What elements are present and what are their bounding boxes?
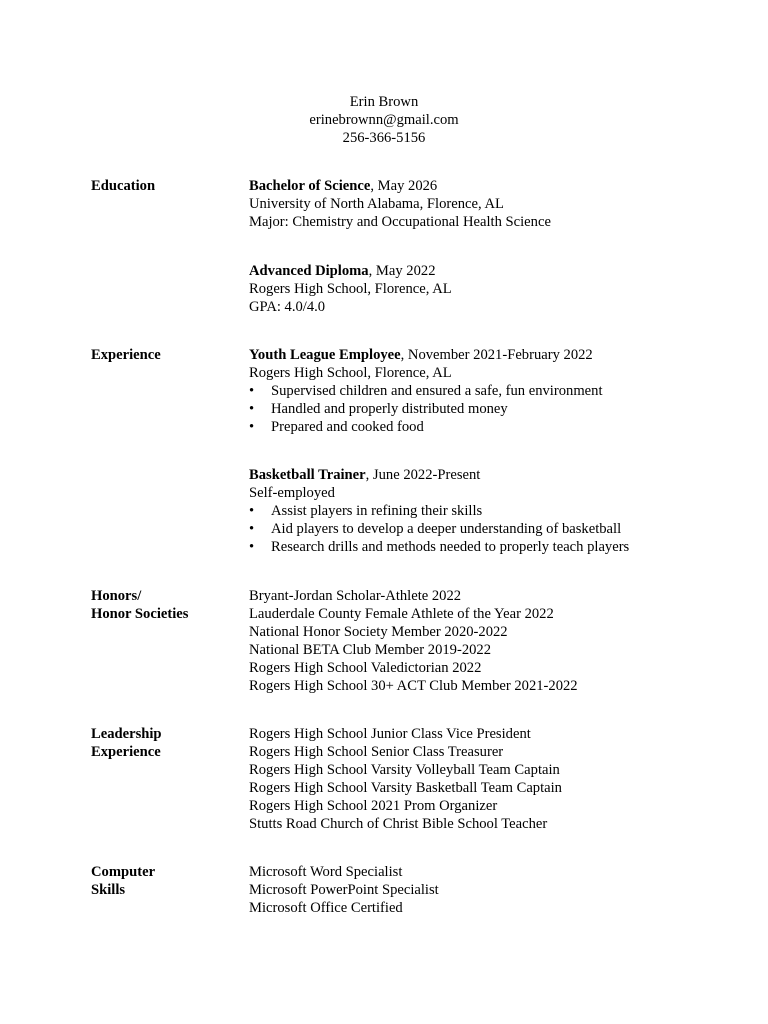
candidate-phone: 256-366-5156 [342, 130, 426, 146]
resume-header [0, 93, 768, 147]
list-item: National BETA Club Member 2019-2022 [249, 642, 492, 658]
experience-heading: Experience [91, 347, 161, 363]
list-item: • Aid players to develop a deeper understanding of basketball [249, 521, 622, 537]
degree-title: Advanced Diploma [249, 263, 369, 279]
job-title-line [249, 346, 729, 364]
computer-skills-list [249, 863, 729, 917]
list-item: Rogers High School Senior Class Treasurer [249, 744, 504, 760]
list-item: • Supervised children and ensured a safe, fun environment [249, 383, 603, 399]
list-item: Rogers High School Junior Class Vice President [249, 726, 531, 742]
leadership-list [249, 725, 729, 833]
bullet-icon: • [249, 419, 255, 435]
job-date: , November 2021-February 2022 [400, 347, 593, 363]
experience-entry-1 [249, 346, 729, 436]
list-item: • Assist players in refining their skills [249, 503, 483, 519]
list-item: Rogers High School Valedictorian 2022 [249, 660, 482, 676]
list-item: Microsoft Word Specialist [249, 864, 403, 880]
list-item: Microsoft PowerPoint Specialist [249, 882, 439, 898]
bullet-icon: • [249, 383, 255, 399]
degree-date: , May 2022 [368, 263, 436, 279]
list-item: • Prepared and cooked food [249, 419, 424, 435]
job-title-line [249, 466, 729, 484]
honors-list [249, 587, 729, 695]
list-item: • Research drills and methods needed to properly teach players [249, 539, 630, 555]
degree-line [249, 262, 729, 280]
list-item: Stutts Road Church of Christ Bible School Teacher [249, 816, 548, 832]
job-duties-list [249, 502, 729, 556]
bullet-icon: • [249, 503, 255, 519]
degree-line [249, 177, 729, 195]
bullet-icon: • [249, 521, 255, 537]
honors-heading: Honors/ Honor Societies [91, 588, 189, 622]
list-item: Rogers High School Varsity Volleyball Team Captain [249, 762, 560, 778]
major-line: Major: Chemistry and Occupational Health Science [249, 214, 551, 230]
experience-entry-2 [249, 466, 729, 556]
candidate-email: erinebrownn@gmail.com [309, 112, 459, 128]
school-line: Rogers High School, Florence, AL [249, 281, 452, 297]
bullet-icon: • [249, 539, 255, 555]
gpa-line: GPA: 4.0/4.0 [249, 299, 326, 315]
school-line: University of North Alabama, Florence, AL [249, 196, 504, 212]
list-item: • Handled and properly distributed money [249, 401, 508, 417]
leadership-heading: Leadership Experience [91, 726, 162, 760]
education-entry-2 [249, 262, 729, 316]
list-item: Rogers High School 30+ ACT Club Member 2021-2022 [249, 678, 578, 694]
list-item: Lauderdale County Female Athlete of the Year 2022 [249, 606, 554, 622]
education-entry-1 [249, 177, 729, 231]
list-item: Microsoft Office Certified [249, 900, 403, 916]
bullet-icon: • [249, 401, 255, 417]
job-organization: Self-employed [249, 485, 335, 501]
education-heading: Education [91, 178, 156, 194]
list-item: Bryant-Jordan Scholar-Athlete 2022 [249, 588, 462, 604]
job-date: , June 2022-Present [365, 467, 481, 483]
candidate-name: Erin Brown [349, 94, 419, 110]
job-organization: Rogers High School, Florence, AL [249, 365, 452, 381]
list-item: National Honor Society Member 2020-2022 [249, 624, 508, 640]
job-title: Basketball Trainer [249, 467, 366, 483]
list-item: Rogers High School Varsity Basketball Team Captain [249, 780, 562, 796]
computer-skills-heading: Computer Skills [91, 864, 156, 898]
degree-title: Bachelor of Science [249, 178, 371, 194]
degree-date: , May 2026 [370, 178, 438, 194]
job-title: Youth League Employee [249, 347, 401, 363]
list-item: Rogers High School 2021 Prom Organizer [249, 798, 498, 814]
job-duties-list [249, 382, 729, 436]
